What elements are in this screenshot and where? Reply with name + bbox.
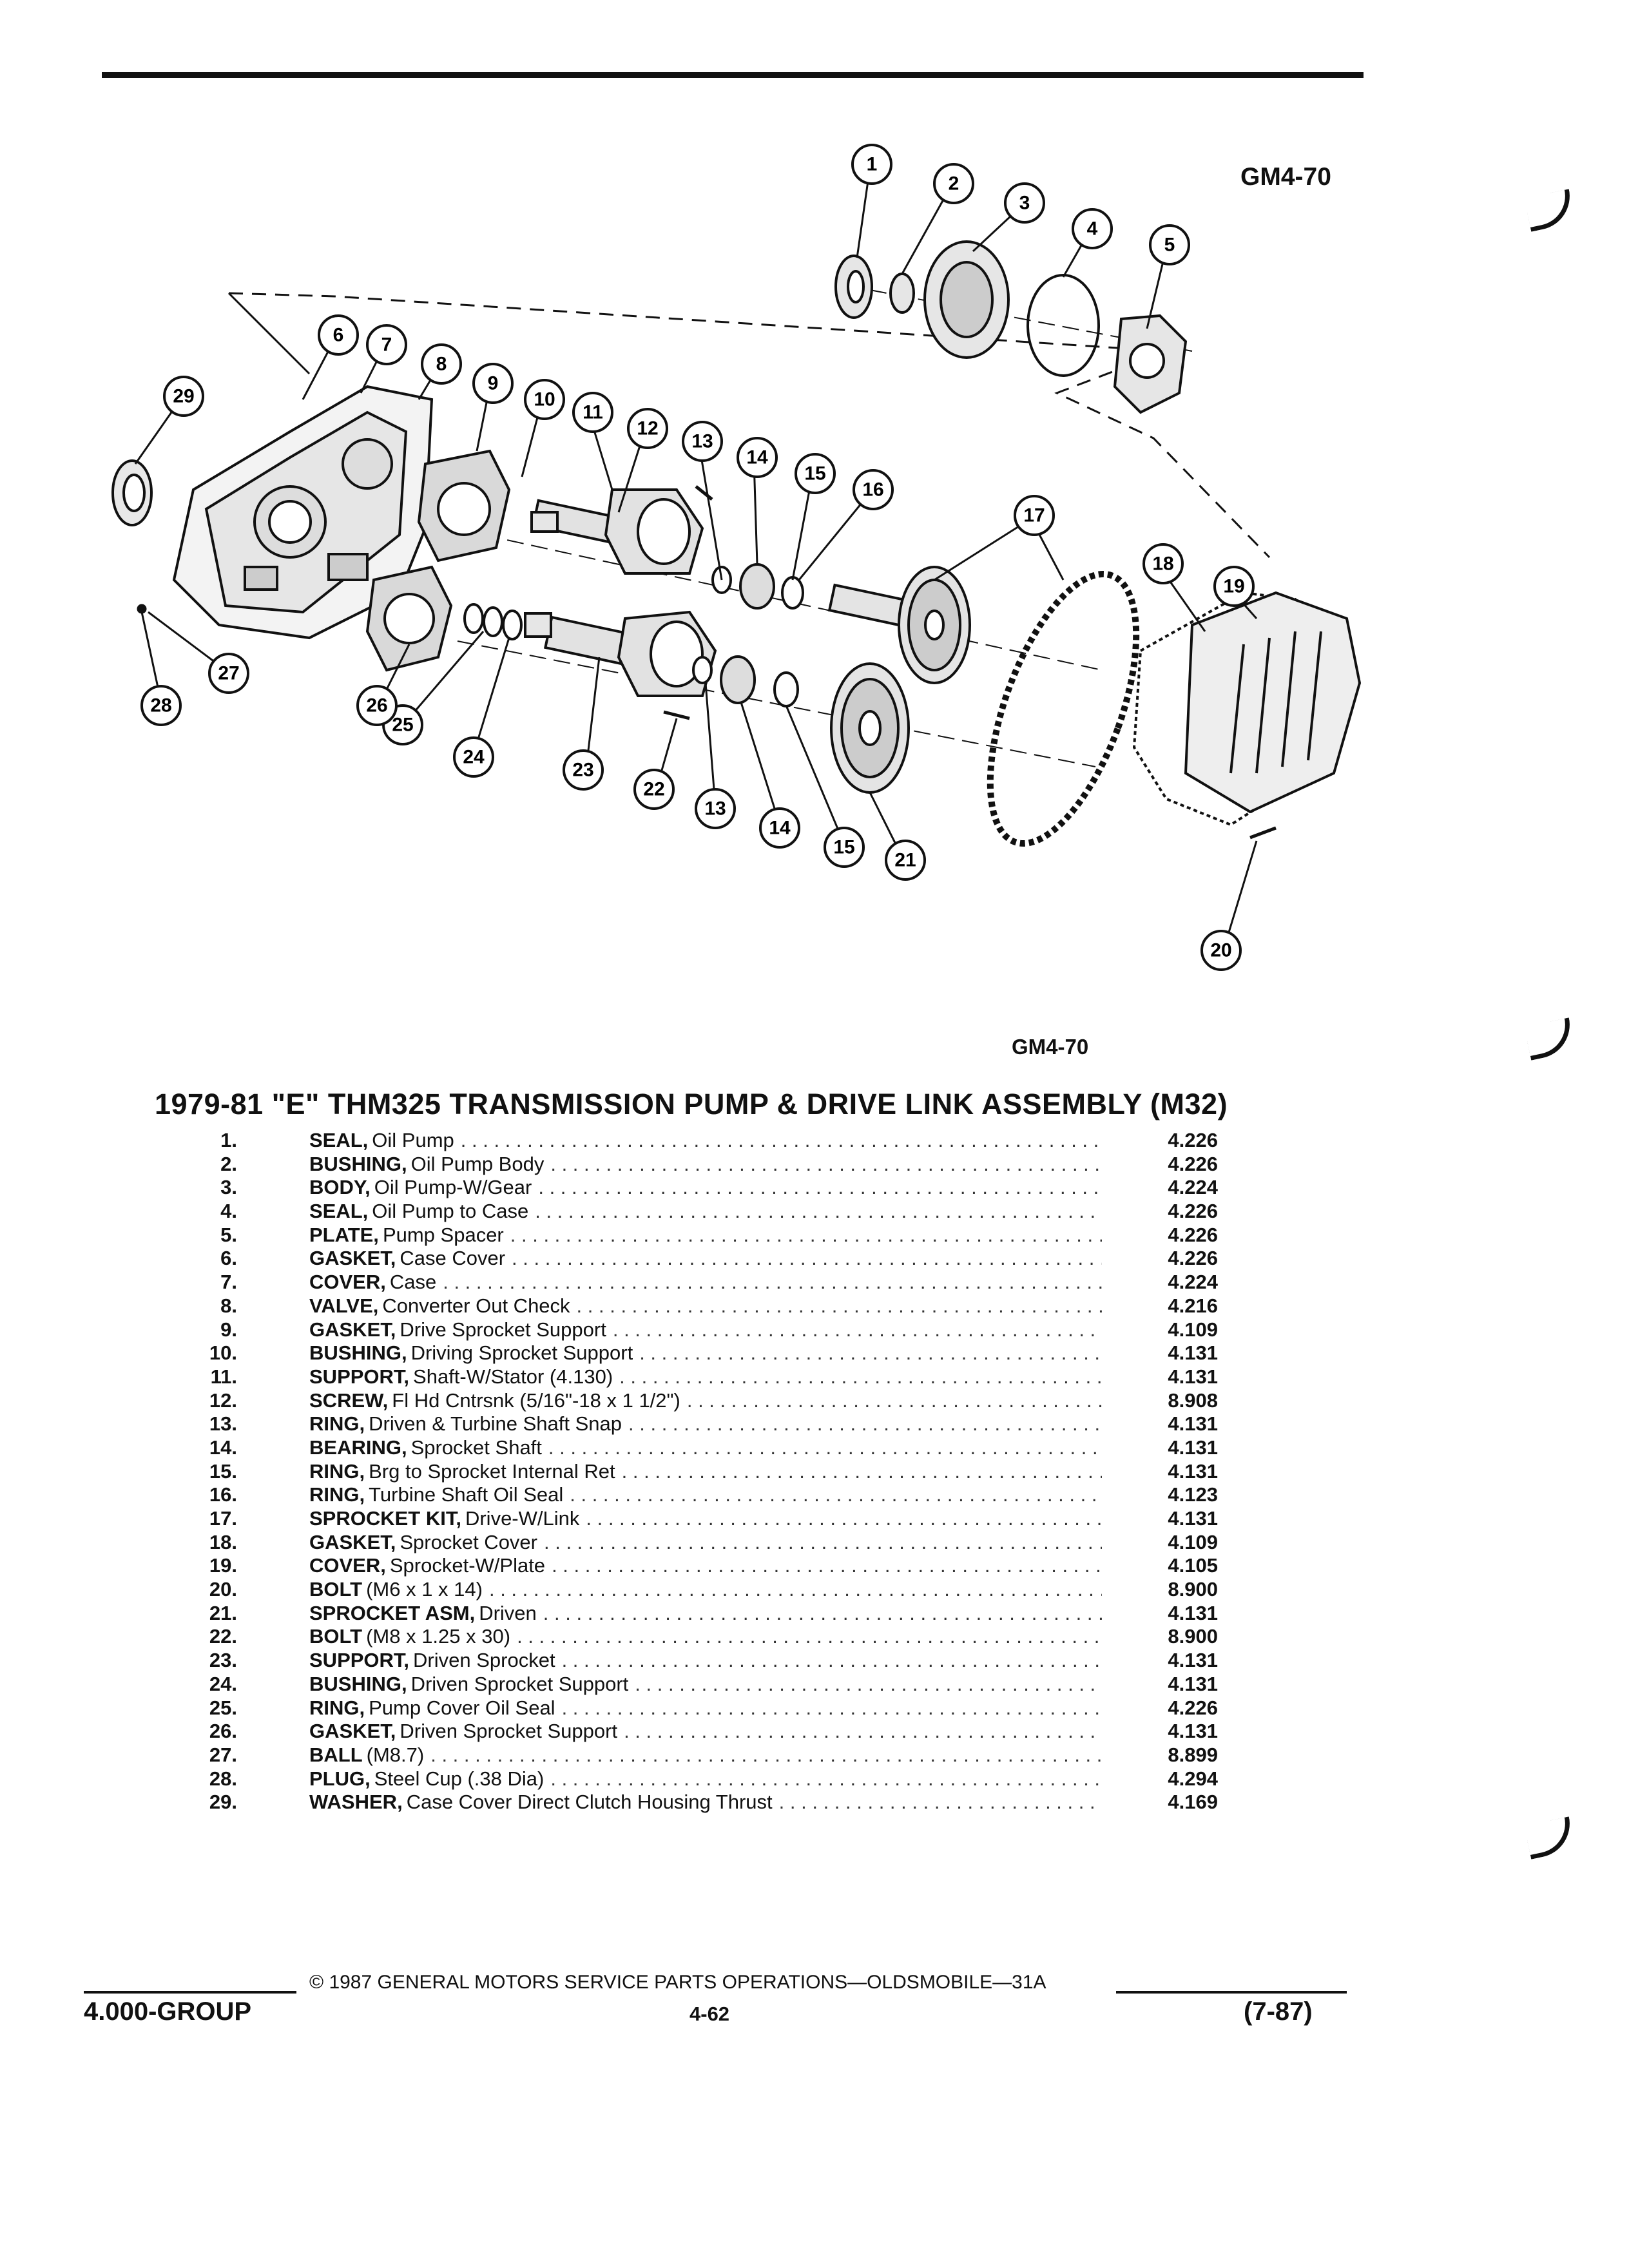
callout-number: 24 [463, 746, 485, 768]
part-name: BUSHING, [309, 1672, 407, 1695]
part-name: SPROCKET ASM, [309, 1601, 476, 1624]
dot-leader [550, 1153, 1102, 1176]
part-reference: 4.131 [1168, 1720, 1218, 1743]
dot-leader [687, 1389, 1102, 1412]
part-number: 9. [220, 1318, 237, 1341]
part-reference: 4.109 [1168, 1530, 1218, 1553]
callout-number: 9 [487, 372, 499, 394]
dot-leader [517, 1625, 1102, 1648]
part-row [161, 1460, 1218, 1484]
part-description [309, 1673, 1108, 1696]
part-detail: Drive Sprocket Support [400, 1318, 606, 1341]
part-row [161, 1625, 1218, 1649]
callout-number: 15 [804, 463, 826, 485]
part-number: 27. [209, 1743, 237, 1766]
dot-leader [570, 1483, 1102, 1506]
part-detail: Fl Hd Cntrsnk (5/16"-18 x 1 1/2") [392, 1389, 680, 1412]
part-detail: Driven Sprocket [413, 1649, 555, 1672]
callout-number: 7 [381, 334, 392, 356]
part-description [309, 1271, 1108, 1294]
part-description [309, 1412, 1108, 1436]
part-description [309, 1720, 1108, 1743]
dot-leader [461, 1129, 1102, 1152]
part-row [161, 1578, 1218, 1602]
part-reference: 4.131 [1168, 1412, 1218, 1436]
part-reference: 4.226 [1168, 1200, 1218, 1223]
part-reference: 8.899 [1168, 1743, 1218, 1766]
callout-number: 23 [572, 759, 594, 781]
revision-date: (7-87) [1244, 1997, 1313, 2026]
part-description [309, 1649, 1108, 1672]
callout-number: 5 [1164, 234, 1175, 256]
part-name: RING, [309, 1412, 365, 1436]
dot-leader [624, 1720, 1102, 1743]
part-reference: 4.105 [1168, 1554, 1218, 1577]
part-reference: 8.908 [1168, 1389, 1218, 1412]
part-number: 17. [209, 1507, 237, 1530]
part-row [161, 1720, 1218, 1744]
callout-number: 2 [948, 173, 959, 195]
part-number: 15. [209, 1459, 237, 1483]
footer-rule-right [1116, 1991, 1347, 1994]
part-reference: 4.226 [1168, 1129, 1218, 1151]
part-description [309, 1176, 1108, 1199]
part-number: 12. [209, 1389, 237, 1412]
part-row [161, 1176, 1218, 1200]
dot-leader [510, 1224, 1102, 1247]
part-name: VALVE, [309, 1294, 379, 1317]
part-name: WASHER, [309, 1791, 403, 1814]
part-row [161, 1531, 1218, 1555]
dot-leader [577, 1294, 1102, 1318]
callout-number: 3 [1019, 192, 1030, 214]
part-name: BEARING, [309, 1436, 407, 1459]
margin-tick-mark [1524, 1816, 1576, 1860]
part-number: 7. [220, 1271, 237, 1294]
part-number: 20. [209, 1578, 237, 1601]
part-reference: 4.123 [1168, 1483, 1218, 1506]
part-detail: Turbine Shaft Oil Seal [369, 1483, 564, 1506]
margin-tick-mark [1524, 189, 1576, 232]
part-reference: 8.900 [1168, 1578, 1218, 1601]
part-number: 11. [210, 1365, 237, 1388]
part-name: PLUG, [309, 1767, 371, 1790]
part-row [161, 1507, 1218, 1531]
callout-number: 14 [769, 817, 791, 839]
part-number: 19. [209, 1554, 237, 1577]
top-rule [102, 72, 1364, 78]
part-row [161, 1365, 1218, 1389]
part-row [161, 1436, 1218, 1460]
part-detail: Sprocket-W/Plate [389, 1554, 546, 1577]
part-row [161, 1602, 1218, 1626]
part-reference: 4.131 [1168, 1649, 1218, 1672]
part-description [309, 1625, 1108, 1648]
part-detail: Driving Sprocket Support [410, 1341, 633, 1365]
part-row [161, 1554, 1218, 1578]
part-number: 5. [220, 1223, 237, 1246]
part-description [309, 1436, 1108, 1459]
part-reference: 4.131 [1168, 1459, 1218, 1483]
part-reference: 8.900 [1168, 1625, 1218, 1648]
callout-number: 20 [1210, 939, 1232, 961]
driven-sprocket [831, 664, 909, 793]
part-number: 18. [209, 1530, 237, 1553]
dot-leader [613, 1318, 1102, 1341]
part-detail: Case [389, 1271, 437, 1294]
part-detail: Oil Pump [372, 1129, 454, 1151]
dot-leader [639, 1341, 1102, 1365]
part-reference: 4.294 [1168, 1767, 1218, 1790]
dot-leader [779, 1791, 1102, 1814]
group-label: 4.000-GROUP [84, 1997, 252, 2026]
part-number: 21. [209, 1601, 237, 1624]
exploded-parts-diagram [97, 129, 1379, 1005]
part-number: 10. [209, 1341, 237, 1365]
part-detail: Oil Pump-W/Gear [374, 1176, 532, 1199]
part-description [309, 1224, 1108, 1247]
part-row [161, 1696, 1218, 1720]
diagram-code-bottom: GM4-70 [1012, 1035, 1089, 1059]
part-detail: Sprocket Cover [400, 1530, 537, 1553]
callout-number: 15 [833, 836, 855, 858]
part-description [309, 1365, 1108, 1389]
part-name: GASKET, [309, 1247, 396, 1270]
part-row [161, 1791, 1218, 1814]
part-name: RING, [309, 1483, 365, 1506]
part-row [161, 1744, 1218, 1767]
part-name: SPROCKET KIT, [309, 1507, 461, 1530]
dot-leader [622, 1460, 1102, 1483]
part-number: 6. [220, 1247, 237, 1270]
dot-leader [562, 1649, 1102, 1672]
part-detail: Driven Sprocket Support [400, 1720, 618, 1743]
part-row [161, 1153, 1218, 1177]
part-detail: Driven [479, 1601, 537, 1624]
dot-leader [535, 1200, 1102, 1223]
dot-leader [538, 1176, 1102, 1199]
drive-link-chain [960, 555, 1166, 861]
part-row [161, 1294, 1218, 1318]
part-description [309, 1696, 1108, 1720]
margin-tick-mark [1524, 1017, 1576, 1061]
part-number: 26. [209, 1720, 237, 1743]
part-detail: Drive-W/Link [465, 1507, 580, 1530]
part-name: BOLT [309, 1578, 363, 1601]
part-detail: Shaft-W/Stator (4.130) [413, 1365, 613, 1388]
part-detail: Driven Sprocket Support [410, 1672, 629, 1695]
part-row [161, 1318, 1218, 1342]
callout-number: 26 [366, 695, 388, 716]
page-title: 1979-81 "E" THM325 TRANSMISSION PUMP & DRIVE LINK ASSEMBLY (M32) [155, 1088, 1228, 1120]
part-description [309, 1554, 1108, 1577]
part-number: 2. [220, 1152, 237, 1175]
part-name: BOLT [309, 1625, 363, 1648]
part-description [309, 1578, 1108, 1601]
part-number: 4. [220, 1200, 237, 1223]
part-row [161, 1341, 1218, 1365]
part-name: RING, [309, 1696, 365, 1719]
part-description [309, 1294, 1108, 1318]
part-name: COVER, [309, 1554, 386, 1577]
callout-number: 25 [392, 714, 414, 736]
part-reference: 4.109 [1168, 1318, 1218, 1341]
gasket-26 [367, 567, 451, 670]
dot-leader [619, 1365, 1102, 1389]
part-description [309, 1247, 1108, 1270]
part-number: 14. [209, 1436, 237, 1459]
part-number: 1. [220, 1129, 237, 1151]
part-reference: 4.131 [1168, 1365, 1218, 1388]
part-reference: 4.131 [1168, 1672, 1218, 1695]
part-reference: 4.226 [1168, 1223, 1218, 1246]
part-detail: Oil Pump to Case [372, 1200, 529, 1223]
part-description [309, 1744, 1108, 1767]
part-detail: (M6 x 1 x 14) [366, 1578, 483, 1601]
footer-rule-left [84, 1991, 296, 1994]
part-reference: 4.131 [1168, 1436, 1218, 1459]
callout-number: 8 [436, 353, 447, 375]
parts-list [161, 1129, 1218, 1814]
part-row [161, 1767, 1218, 1791]
callout-number: 14 [746, 447, 768, 468]
part-name: SCREW, [309, 1389, 389, 1412]
part-row [161, 1224, 1218, 1247]
part-description [309, 1129, 1108, 1152]
gasket-9 [419, 451, 509, 561]
part-number: 23. [209, 1649, 237, 1672]
part-number: 3. [220, 1176, 237, 1199]
callout-number: 13 [691, 430, 713, 452]
part-reference: 4.224 [1168, 1271, 1218, 1294]
sprocket-cover [1134, 593, 1360, 825]
drive-sprocket [829, 567, 970, 683]
callout-number: 21 [894, 849, 916, 871]
part-row [161, 1389, 1218, 1413]
part-reference: 4.226 [1168, 1152, 1218, 1175]
part-detail: Pump Spacer [382, 1223, 504, 1246]
part-description [309, 1767, 1108, 1791]
dot-leader [628, 1412, 1102, 1436]
part-reference: 4.131 [1168, 1601, 1218, 1624]
part-detail: (M8.7) [366, 1743, 425, 1766]
part-name: COVER, [309, 1271, 386, 1294]
callout-number: 18 [1152, 553, 1174, 575]
part-number: 28. [209, 1767, 237, 1790]
callout-number: 6 [333, 324, 344, 346]
part-reference: 4.131 [1168, 1341, 1218, 1365]
dot-leader [489, 1578, 1102, 1601]
part-number: 29. [209, 1791, 237, 1814]
part-description [309, 1341, 1108, 1365]
page-number: 4-62 [689, 2003, 730, 2025]
part-name: SEAL, [309, 1200, 369, 1223]
dot-leader [544, 1531, 1102, 1554]
part-row [161, 1129, 1218, 1153]
part-description [309, 1389, 1108, 1412]
part-description [309, 1200, 1108, 1223]
part-detail: Sprocket Shaft [410, 1436, 542, 1459]
part-name: BALL [309, 1743, 363, 1766]
callout-number: 16 [862, 479, 884, 501]
part-name: RING, [309, 1459, 365, 1483]
driven-sprocket-support [545, 612, 715, 696]
part-name: PLATE, [309, 1223, 379, 1246]
part-detail: Brg to Sprocket Internal Ret [369, 1459, 615, 1483]
part-name: SUPPORT, [309, 1365, 410, 1388]
part-detail: Steel Cup (.38 Dia) [374, 1767, 545, 1790]
part-reference: 4.216 [1168, 1294, 1218, 1317]
part-reference: 4.226 [1168, 1696, 1218, 1719]
dot-leader [635, 1673, 1102, 1696]
part-name: BUSHING, [309, 1152, 407, 1175]
part-row [161, 1412, 1218, 1436]
part-description [309, 1460, 1108, 1483]
diagram-code-top: GM4-70 [1240, 163, 1331, 191]
part-row [161, 1483, 1218, 1507]
part-name: GASKET, [309, 1530, 396, 1553]
dot-leader [430, 1744, 1102, 1767]
part-row [161, 1247, 1218, 1271]
dot-leader [586, 1507, 1102, 1530]
part-number: 25. [209, 1696, 237, 1719]
part-name: SEAL, [309, 1129, 369, 1151]
part-row [161, 1200, 1218, 1224]
part-detail: (M8 x 1.25 x 30) [366, 1625, 511, 1648]
part-reference: 4.169 [1168, 1791, 1218, 1814]
dot-leader [512, 1247, 1102, 1270]
part-number: 24. [209, 1672, 237, 1695]
part-row [161, 1673, 1218, 1696]
part-description [309, 1507, 1108, 1530]
dot-leader [552, 1554, 1102, 1577]
callout-number: 13 [704, 798, 726, 820]
callout-number: 10 [534, 389, 555, 410]
part-description [309, 1318, 1108, 1341]
callout-number: 19 [1223, 575, 1245, 597]
part-reference: 4.131 [1168, 1507, 1218, 1530]
part-description [309, 1531, 1108, 1554]
part-detail: Oil Pump Body [410, 1152, 545, 1175]
pump-assembly [836, 242, 1186, 412]
dot-leader [550, 1767, 1102, 1791]
part-description [309, 1791, 1108, 1814]
part-row [161, 1271, 1218, 1294]
part-detail: Case Cover Direct Clutch Housing Thrust [406, 1791, 773, 1814]
callout-number: 12 [637, 418, 659, 439]
callout-number: 27 [218, 662, 240, 684]
callout-number: 17 [1023, 505, 1045, 526]
part-description [309, 1602, 1108, 1625]
part-row [161, 1649, 1218, 1673]
dot-leader [562, 1696, 1102, 1720]
part-detail: Driven & Turbine Shaft Snap [369, 1412, 622, 1436]
part-number: 22. [209, 1625, 237, 1648]
part-name: BUSHING, [309, 1341, 407, 1365]
callout-number: 1 [866, 153, 878, 175]
part-reference: 4.226 [1168, 1247, 1218, 1270]
dot-leader [443, 1271, 1102, 1294]
copyright-text: © 1987 GENERAL MOTORS SERVICE PARTS OPERATIONS—OLDSMOBILE—31A [309, 1972, 1046, 1993]
part-detail: Pump Cover Oil Seal [369, 1696, 555, 1719]
part-number: 13. [209, 1412, 237, 1436]
part-detail: Case Cover [400, 1247, 506, 1270]
part-name: SUPPORT, [309, 1649, 410, 1672]
part-number: 16. [209, 1483, 237, 1506]
part-reference: 4.224 [1168, 1176, 1218, 1199]
callout-number: 29 [173, 385, 195, 407]
part-description [309, 1483, 1108, 1506]
part-name: BODY, [309, 1176, 371, 1199]
thrust-washer-29 [113, 461, 151, 525]
part-name: GASKET, [309, 1720, 396, 1743]
callout-number: 28 [150, 695, 172, 716]
callout-number: 11 [583, 401, 603, 423]
dot-leader [543, 1602, 1102, 1625]
part-detail: Converter Out Check [382, 1294, 570, 1317]
part-description [309, 1153, 1108, 1176]
dot-leader [548, 1436, 1102, 1459]
callout-number: 22 [643, 778, 665, 800]
callout-number: 4 [1086, 218, 1098, 240]
part-number: 8. [220, 1294, 237, 1317]
part-name: GASKET, [309, 1318, 396, 1341]
